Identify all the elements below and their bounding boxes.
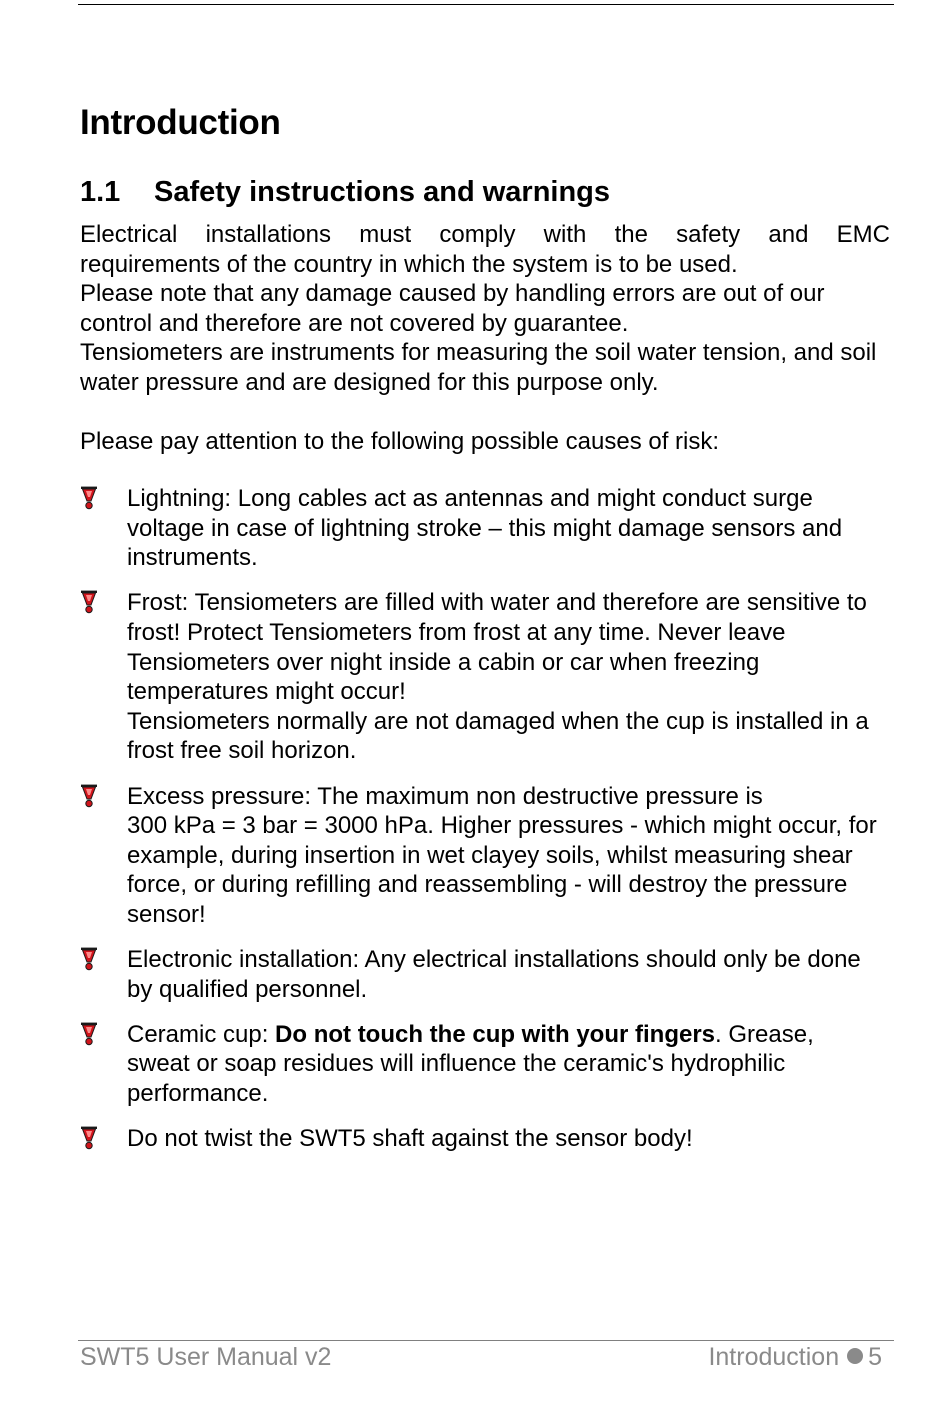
- risk-text: Frost: Tensiometers are filled with water and therefore are sensitive to frost! Protect Tensiometers from frost at any time. Never leave Tensiometers over night inside a cabin or car when freezing temperatures might occur!: [127, 589, 867, 706]
- warning-icon: [80, 590, 98, 614]
- risk-text: Electronic installation: Any electrical installations should only be done by qualified personnel.: [127, 946, 861, 1003]
- risk-text: Lightning: Long cables act as antennas and might conduct surge voltage in case of lightning stroke – this might damage sensors and instruments.: [127, 485, 843, 572]
- section-title: Safety instructions and warnings: [154, 176, 611, 208]
- risk-text-suffix: . Grease, sweat or soap residues will influence the ceramic's hydrophilic performance.: [127, 1020, 814, 1108]
- chapter-title: Introduction: [80, 103, 281, 142]
- intro-paragraph-4: Please pay attention to the following possible causes of risk:: [80, 428, 720, 456]
- risk-item-shaft: [80, 1124, 880, 1154]
- warning-icon: [80, 1126, 98, 1150]
- risk-text-prefix: Ceramic cup:: [127, 1020, 276, 1048]
- intro-paragraph-3: Tensiometers are instruments for measuring the soil water tension, and soil water pressure and are designed for this purpose only.: [80, 339, 877, 396]
- footer-rule: [78, 1340, 894, 1341]
- risk-item-excess-pressure: [80, 782, 880, 930]
- risk-text: Do not twist the SWT5 shaft against the sensor body!: [127, 1125, 693, 1153]
- intro-paragraph-2: Please note that any damage caused by handling errors are out of our control and therefore are not covered by guarantee.: [80, 280, 825, 337]
- risk-text-continued: 300 kPa = 3 bar = 3000 hPa. Higher pressures - which might occur, for example, during insertion in wet clayey soils, whilst measuring shear force, or during refilling and reassembling - will destroy the pressure sensor!: [127, 812, 877, 928]
- footer-manual-title: SWT5 User Manual v2: [80, 1343, 332, 1371]
- footer-page-info: [708, 1343, 882, 1372]
- section-heading: [80, 176, 610, 209]
- intro-text: [80, 220, 890, 457]
- bullet-dot-icon: [847, 1348, 863, 1364]
- risk-text-continued: Tensiometers normally are not damaged when the cup is installed in a frost free soil horizon.: [127, 707, 869, 765]
- risk-item-lightning: [80, 484, 880, 573]
- intro-paragraph-1-line-1: Electrical installations must comply with the safety and EMC: [80, 221, 890, 248]
- warning-icon: [80, 947, 98, 971]
- risk-text: Excess pressure: The maximum non destructive pressure is: [127, 782, 763, 810]
- risk-item-ceramic-cup: [80, 1020, 880, 1109]
- risk-list: [80, 484, 880, 1169]
- risk-item-frost: [80, 588, 880, 766]
- page-number: 5: [868, 1343, 882, 1371]
- section-number: 1.1: [80, 176, 121, 208]
- risk-text-emphasis: Do not touch the cup with your fingers: [275, 1020, 716, 1048]
- intro-paragraph-1-line-2: requirements of the country in which the system is to be used.: [80, 250, 738, 278]
- header-rule: [78, 4, 894, 5]
- warning-icon: [80, 1022, 98, 1046]
- warning-icon: [80, 486, 98, 510]
- footer-section: Introduction: [708, 1343, 840, 1371]
- risk-item-electronic-installation: [80, 945, 880, 1004]
- warning-icon: [80, 784, 98, 808]
